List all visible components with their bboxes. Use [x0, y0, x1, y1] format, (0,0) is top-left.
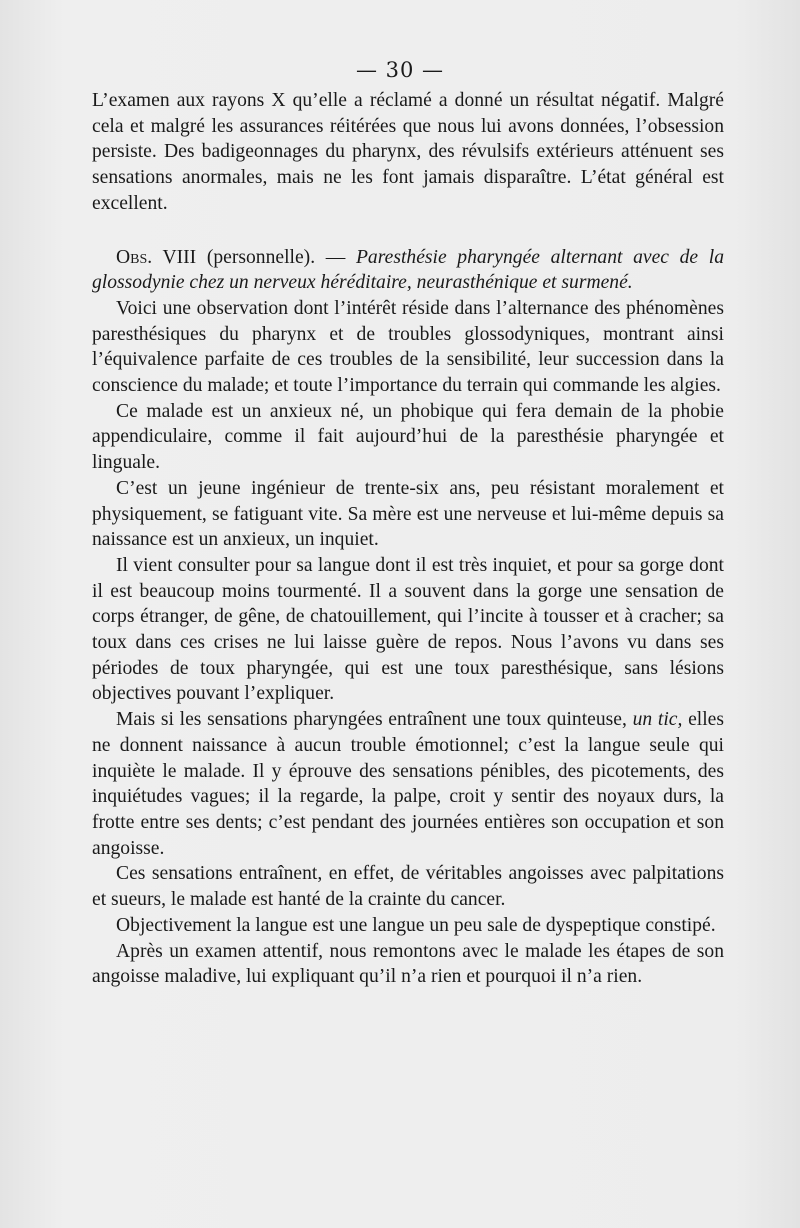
observation-heading	[92, 245, 724, 296]
paragraph-sensations	[92, 707, 724, 861]
paragraph-consultation: Il vient consulter pour sa langue dont il est très inquiet, et pour sa gorge dont il est beaucoup moins tourmenté. Il a souvent dans la gorge une sensation de corps étranger, de gêne, de chatouillement, qui l’incite à tousser et à cracher; sa toux dans ces crises ne lui laisse guère de repos. Nous l’avons vu dans ses périodes de toux pharyngée, qui est une toux paresthésique, sans lésions objectives pouvant l’expliquer.	[92, 554, 724, 705]
observation-title: Paresthésie pharyngée alternant avec de la glossodynie chez un nerveux héréditaire, neurasthénique et surmené.	[92, 246, 724, 294]
paragraph-patient: C’est un jeune ingénieur de trente-six ans, peu résistant moralement et physiquement, se fatiguant vite. Sa mère est une nerveuse et lui-même depuis sa naissance est un anxieux, un inquiet.	[92, 477, 724, 551]
paragraph-sensations-emphasis: un tic,	[632, 709, 683, 731]
paragraph-intro: Voici une observation dont l’intérêt réside dans l’alternance des phénomènes paresthésiques du pharynx et de troubles glossodyniques, montrant ainsi l’équivalence parfaite de ces troubles de la sensibilité, leur succession dans la conscience du malade; et toute l’importance du terrain qui commande les algies.	[92, 297, 724, 397]
observation-label: Obs.	[116, 246, 153, 268]
paragraph-anxious: Ce malade est un anxieux né, un phobique qui fera demain de la phobie appendiculaire, comme il fait aujourd’hui de la paresthésie pharyngée et linguale.	[92, 400, 724, 474]
paragraph-sensations-part1: Mais si les sensations pharyngées entraînent une toux quinteuse,	[116, 709, 633, 731]
observation-number: VIII (personnelle). —	[152, 246, 356, 268]
paragraph-objective: Objectivement la langue est une langue un peu sale de dyspeptique constipé.	[116, 914, 716, 936]
paragraph-anguish: Ces sensations entraînent, en effet, de véritables angoisses avec palpitations et sueurs, le malade est hanté de la crainte du cancer.	[92, 863, 724, 911]
paragraph-sensations-part2: elles ne donnent naissance à aucun trouble émotionnel; c’est la langue seule qui inquiète le malade. Il y éprouve des sensations pénibles, des picotements, des inquiétudes vagues; il la regarde, la palpe, croit y sentir des noyaux durs, la frotte entre ses dents; c’est pendant des journées entières son occupation et son angoisse.	[92, 709, 724, 859]
page-number: — 30 —	[355, 58, 445, 82]
paragraph-conclusion: Après un examen attentif, nous remontons avec le malade les étapes de son angoisse maladive, lui expliquant qu’il n’a rien et pourquoi il n’a rien.	[92, 940, 724, 988]
paragraph-exam-result: L’examen aux rayons X qu’elle a réclamé a donné un résultat négatif. Malgré cela et malgré les assurances réitérées que nous lui avons données, l’obsession persiste. Des badigeonnages du pharynx, des révulsifs extérieurs atténuent ses sensations anormales, mais ne les font jamais disparaître. L’état général est excellent.	[92, 90, 724, 214]
page-body	[92, 88, 724, 990]
